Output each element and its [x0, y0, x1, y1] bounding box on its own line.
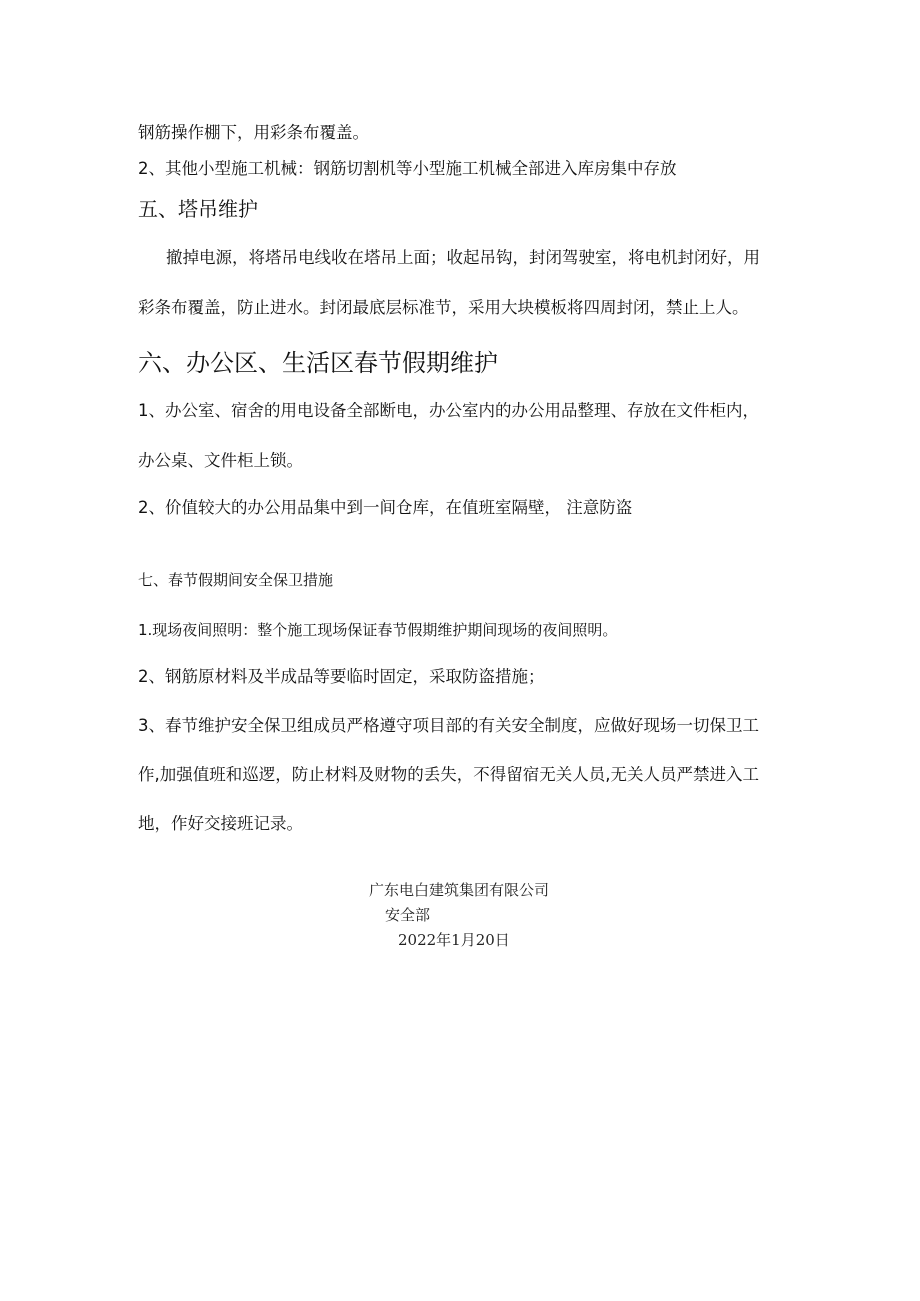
section-heading-5: 五、塔吊维护: [138, 197, 258, 221]
paragraph-line: 撤掉电源，将塔吊电线收在塔吊上面；收起吊钩，封闭驾驶室，将电机封闭好，用: [166, 248, 760, 267]
section-heading-6: 六、办公区、生活区春节假期维护: [138, 349, 498, 377]
signature-company: 广东电白建筑集团有限公司: [369, 881, 550, 899]
paragraph-line: 1.现场夜间照明：整个施工现场保证春节假期维护期间现场的夜间照明。: [138, 621, 618, 639]
paragraph-line: 2、价值较大的办公用品集中到一间仓库，在值班室隔壁， 注意防盗: [138, 498, 633, 517]
paragraph-line: 作,加强值班和巡逻，防止材料及财物的丢失，不得留宿无关人员,无关人员严禁进入工: [138, 765, 759, 784]
signature-department: 安全部: [385, 906, 431, 924]
paragraph-line: 办公桌、文件柜上锁。: [138, 451, 303, 470]
paragraph-line: 地，作好交接班记录。: [138, 814, 303, 833]
paragraph-line: 1、办公室、宿舍的用电设备全部断电，办公室内的办公用品整理、存放在文件柜内，: [138, 401, 759, 420]
paragraph-line: 2、钢筋原材料及半成品等要临时固定，采取防盗措施；: [138, 667, 545, 686]
paragraph-line: 2、其他小型施工机械：钢筋切割机等小型施工机械全部进入库房集中存放: [138, 159, 677, 178]
paragraph-line: 3、春节维护安全保卫组成员严格遵守项目部的有关安全制度，应做好现场一切保卫工: [138, 716, 759, 735]
paragraph-line: 彩条布覆盖，防止进水。封闭最底层标准节，采用大块模板将四周封闭，禁止上人。: [138, 298, 749, 317]
section-heading-7: 七、春节假期间安全保卫措施: [138, 571, 334, 589]
signature-date: 2022年1月20日: [398, 931, 510, 949]
paragraph-line: 钢筋操作棚下，用彩条布覆盖。: [138, 123, 369, 142]
